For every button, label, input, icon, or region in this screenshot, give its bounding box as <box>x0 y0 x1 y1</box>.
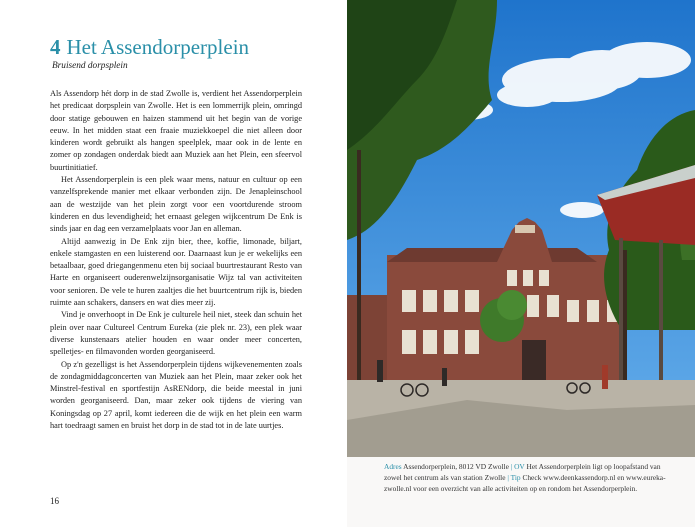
chapter-number: 4 <box>50 35 61 59</box>
ov-label: OV <box>514 462 525 471</box>
body-text <box>50 88 302 432</box>
chapter-subtitle: Bruisend dorpsplein <box>52 61 128 71</box>
adres-label: Adres <box>384 462 402 471</box>
paragraph: Vind je onverhoopt in De Enk je culturele heil niet, steek dan schuin het plein over naar Cultureel Centrum Eureka (zie plek nr. 23), een plek waar diverse kunstenaars atelier houden en waar onder meer concerten, spelletjes- en filmavonden worden georganiseerd. <box>50 310 302 357</box>
assendorperplein-photo <box>347 0 695 527</box>
tip-text: Check www.deenkassendorp.nl en www.eureka-zwolle.nl voor een overzicht van alle activiteiten op en rondom het Assendorperplein. <box>384 473 666 493</box>
paragraph: Het Assendorperplein is een plek waar mens, natuur en cultuur op een vanzelfsprekende manier met elkaar verbonden zijn. De Jenapleinschool aan de westzijde van het plein zorgt voor een voortdurende stroom kinderen en dus levendigheid; het ernaast gelegen wijkcentrum De Enk is sinds jaar en dag een verzamelplaats voor Jan en alleman. <box>50 175 302 234</box>
caption-box <box>347 457 695 527</box>
chapter-title: Het Assendorperplein <box>66 35 250 59</box>
adres-text: Assendorperplein, 8012 VD Zwolle <box>403 462 509 471</box>
caption <box>384 461 680 494</box>
left-page <box>0 0 347 527</box>
paragraph: Op z'n gezelligst is het Assendorperplein tijdens wijkevenementen zoals de zondagmiddagconcerten van Muziek aan het Plein, maar zeker ook het Minstrel-festival en sportfestijn AsRENdorp, die beide meestal in juni worden georganiseerd. Dan, maar zeker ook tijdens de viering van Koningsdag op 27 april, komt iedereen die de wijk en het plein een warm hart toedraagt samen en bruist het dorp in de stad tot in de late uurtjes. <box>50 359 302 431</box>
ov-text: Het Assendorperplein ligt op loopafstand van zowel het centrum als van station Zwolle <box>384 462 661 482</box>
paragraph: Altijd aanwezig in De Enk zijn bier, thee, koffie, limonade, biljart, enkele stamgasten en een luisterend oor. Daarnaast kun je er wekelijks een betaalbaar, goed driegangenmenu eten bij sociaal buurtrestaurant Resto van Harte en organiseert ouderenwelzijnsorganisatie Wijz tal van activiteiten voor senioren. De vele te huren zaaltjes die het buurtcentrum rijk is, bieden ruimte aan schakers, dansers en wat dies meer zij. <box>50 236 302 308</box>
chapter-heading <box>50 35 249 59</box>
separator: | <box>507 473 509 482</box>
paragraph: Als Assendorp hét dorp in de stad Zwolle is, verdient het Assendorperplein het predicaat dorpsplein van Zwolle. Het is een lommerrijk plein, omringd door statige gebouwen en haizen stammend uit het begin van de vorige eeuw. In het midden staat een fraaie muziekkoepel die niet alleen door kinderen wordt gebruikt als hangen speelplek, maar ook in de lente en zomer op zondagen onderdak biedt aan Muziek aan het Plein, een sfeervol buurtinitiatief. <box>50 89 302 172</box>
separator: | <box>510 462 513 471</box>
tip-label: Tip <box>510 473 521 482</box>
right-page <box>347 0 695 527</box>
page-number: 16 <box>50 496 59 506</box>
